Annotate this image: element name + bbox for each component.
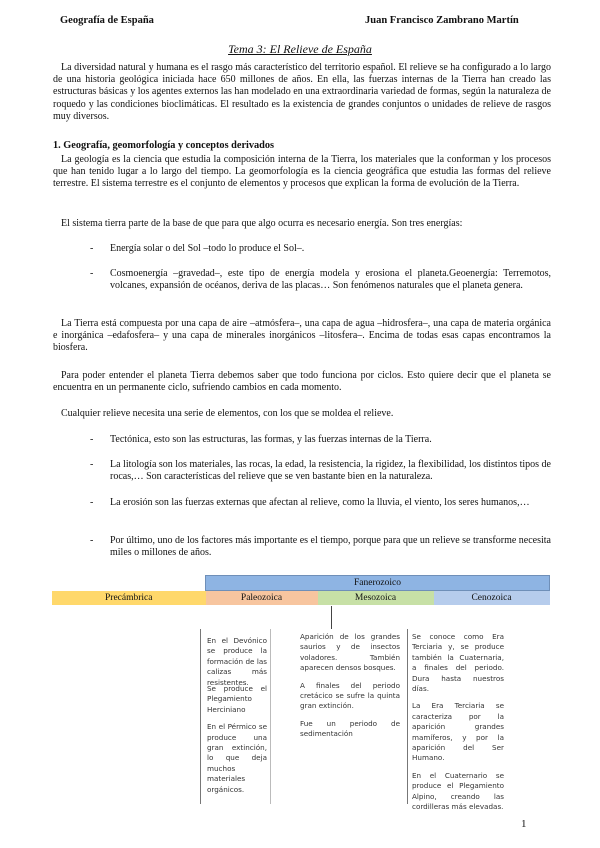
layers-paragraph: La Tierra está compuesta por una capa de aire –atmósfera–, una capa de agua –hidrosfera–, una capa de materia orgánica e inorgánica –edafosfera– y una capa de minerales inorgánicos –litosfera–. Encima de todas esas capas encontramos la biosfera. <box>53 318 551 354</box>
notes-paleozoica-2: Se produce el Plegamiento Herciniano En el Pérmico se produce una gran extinción, lo que deja muchos materiales orgánicos. <box>207 684 267 794</box>
list-item: - La erosión son las fuerzas externas que afectan al relieve, como la lluvia, el viento, los seres humanos,… <box>90 497 530 508</box>
column-divider <box>270 629 271 804</box>
notes-mesozoica: Aparición de los grandes saurios y de insectos voladores. También aparecen densos bosques. A finales del periodo cretácico se sufre la quinta gran extinción. Fue un periodo de sedimentación <box>300 632 400 739</box>
page-title: Tema 3: El Relieve de España <box>228 42 372 56</box>
header-subject: Geografía de España <box>60 15 154 26</box>
era-cenozoica: Cenozoica <box>434 591 550 606</box>
column-divider <box>407 629 408 804</box>
list-item: - Cosmoenergía –gravedad–, este tipo de energía modela y erosiona el planeta.Geoenergía: Terremotos, volcanes, expansión de océanos, deriva de las placas… Son fenómenos naturales que el planeta genera. <box>90 268 551 292</box>
elements-intro-paragraph: Cualquier relieve necesita una serie de elementos, con los que se moldea el relieve. <box>61 408 394 419</box>
list-item: - Energía solar o del Sol –todo lo produce el Sol–. <box>90 243 305 254</box>
section-heading: 1. Geografía, geomorfología y conceptos derivados <box>53 140 275 151</box>
list-item: - Por último, uno de los factores más importante es el tiempo, porque para que un relieve se transforme necesita miles o millones de años. <box>90 535 551 559</box>
list-item: - La litología son los materiales, las rocas, la edad, la resistencia, la rigidez, la flexibilidad, los distintos tipos de rocas,… Son características del relieve que se ven bastante bien en la naturaleza. <box>90 459 551 483</box>
eon-fanerozoico: Fanerozoico <box>206 576 550 591</box>
header-author: Juan Francisco Zambrano Martín <box>365 15 519 26</box>
era-paleozoica: Paleozoica <box>206 591 318 606</box>
intro-paragraph: La diversidad natural y humana es el rasgo más característico del territorio español. El relieve se ha configurado a lo largo de una historia geológica iniciada hace 650 millones de años. En ella, las fuerzas internas de la Tierra han creado las estructuras básicas y los agentes externos las han modelado en una extraordinaria variedad de formas, según la naturaleza de roquedo y las condiciones bioclimáticas. El resultado es la existencia de grandes conjuntos o unidades de relieve de rasgos muy diversos. <box>53 62 551 122</box>
era-mesozoica: Mesozoica <box>318 591 434 606</box>
geology-paragraph: La geología es la ciencia que estudia la composición interna de la Tierra, los materiales que la conforman y los procesos que han tenido lugar a lo largo del tiempo. La geomorfología es la ciencia geográfica que estudia las formas del relieve terrestre. El sistema terrestre es el conjunto de elementos y procesos que explican la forma de evolución de la Tierra. <box>53 154 551 190</box>
notes-paleozoica-1: En el Devónico se produce la formación de las calizas más resistentes. <box>207 636 267 687</box>
cycles-paragraph: Para poder entender el planeta Tierra debemos saber que todo funciona por ciclos. Esto quiere decir que el planeta se encuentra en un permanente ciclo, sufriendo cambios en cada momento. <box>53 370 551 394</box>
geologic-timeline <box>52 575 550 605</box>
energy-intro-paragraph: El sistema tierra parte de la base de que para que algo ocurra es necesario energía. Son tres energías: <box>61 218 463 229</box>
page-number: 1 <box>521 818 527 830</box>
notes-cenozoica: Se conoce como Era Terciaria y, se produce también la Cuaternaria, a finales del periodo. Dura hasta nuestros días. La Era Terciaria se caracteriza por la aparición grandes mamíferos, y por la aparición del Ser Humano. En el Cuaternario se produce el Plegamiento Alpino, creando las cordilleras más elevadas. <box>412 632 504 812</box>
column-divider <box>200 629 201 804</box>
connector-line <box>331 606 332 629</box>
list-item: - Tectónica, esto son las estructuras, las formas, y las fuerzas internas de la Tierra. <box>90 434 432 445</box>
era-precambrica: Precámbrica <box>52 591 206 606</box>
